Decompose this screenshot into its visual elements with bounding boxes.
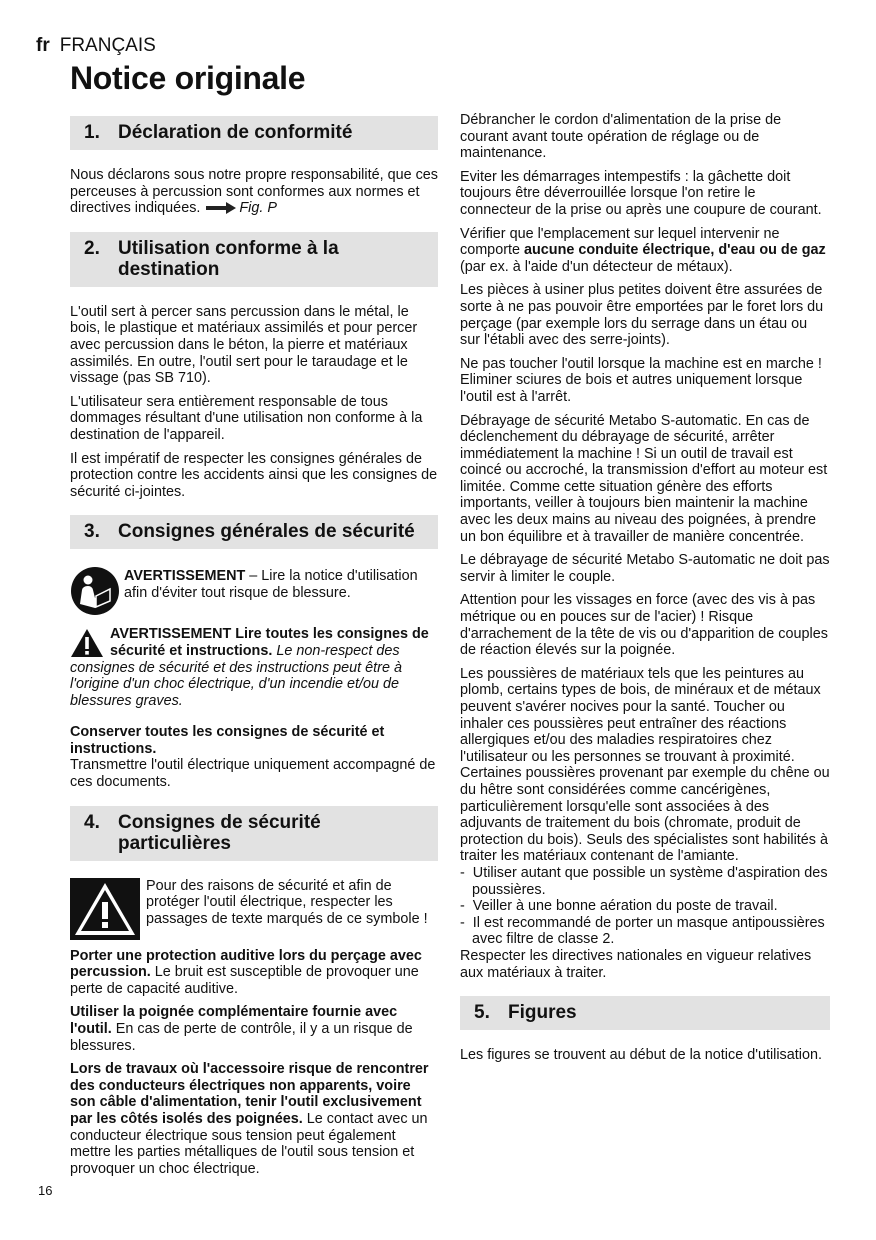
national-directives: Respecter les directives nationales en vigueur relatives aux matériaux à traiter.: [460, 947, 812, 981]
safety-warning-paragraph: AVERTISSEMENT Lire toutes les consignes de sécurité et instructions. Le non-respect des consignes de sécurité et des instructions peut être à l'origine d'un choc électrique, d'un incendie et/ou de blessures graves.: [70, 626, 429, 709]
section-5-heading: 5. Figures: [460, 996, 830, 1030]
section-2-p1: L'outil sert à percer sans percussion dans le métal, le bois, le plastique et matériaux assimilés et pour percer avec percussion dans le béton, la pierre et matériaux assimilés. En outre, l'outil sert pour le taraudage et le vissage (pas SB 710).: [70, 303, 418, 387]
dash-item: - Il est recommandé de porter un masque antipoussières avec filtre de classe 2.: [460, 914, 825, 948]
hidden-lines-check: Vérifier que l'emplacement sur lequel intervenir ne comporte aucune conduite électrique, d'eau ou de gaz (par ex. à l'aide d'un détecteur de métaux).: [460, 225, 826, 275]
unplug-instruction: Débrancher le cordon d'alimentation de la prise de courant avant toute opération de réglage ou de maintenance.: [460, 112, 782, 162]
auxiliary-handle: Utiliser la poignée complémentaire fournie avec l'outil. En cas de perte de contrôle, il y a un risque de blessures.: [70, 1004, 413, 1054]
language-code: fr: [36, 35, 50, 56]
safety-clutch: Débrayage de sécurité Metabo S-automatic. En cas de déclenchement du débrayage de sécurité, arrêter immédiatement la machine ! Si un outil de travail est coincé ou accroché, la transmission d'effort au moteur est limitée. Comme cette situation génère des efforts importants, veiller à toujours bien maintenir la machine avec les deux mains au niveau des poignées, à prendre un bon équilibre et à travailler de manière concentrée.: [460, 412, 828, 545]
fig-reference: Fig. P: [239, 200, 277, 217]
left-column: [70, 112, 438, 1184]
hearing-protection: Porter une protection auditive lors du perçage avec percussion. Le bruit est susceptible de provoquer une perte de capacité auditive.: [70, 947, 422, 997]
warning-triangle-icon: [70, 628, 104, 658]
dash-item: - Veiller à une bonne aération du poste de travail.: [460, 898, 778, 915]
section-5-text: Les figures se trouvent au début de la notice d'utilisation.: [460, 1047, 822, 1064]
section-2-heading: 2. Utilisation conforme à la destination: [70, 232, 438, 287]
section-4-heading: 4. Consignes de sécurité particulières: [70, 806, 438, 861]
dash-item: - Utiliser autant que possible un système d'aspiration des poussières.: [460, 864, 828, 898]
read-manual-icon: [70, 566, 120, 616]
hidden-conductors: Lors de travaux où l'accessoire risque de rencontrer des conducteurs électriques non apparents, voire son câble d'alimentation, tenir l'outil exclusivement par les côtés isolés des poignées. Le contact avec un conducteur électrique sous tension peut également mettre les parties métalliques de l'outil sous tension et provoquer un choc électrique.: [70, 1061, 429, 1177]
unintended-start: Eviter les démarrages intempestifs : la gâchette doit toujours être déverrouillée lorsque l'on retire le connecteur de la prise ou après une coupure de courant.: [460, 168, 822, 218]
forced-screwing: Attention pour les vissages en force (avec des vis à pas métrique ou en pouces sur de l'acier) ! Risque d'arrachement de la tête de vis ou d'apparition de couples de réaction élevés sur la poignée.: [460, 592, 828, 659]
page-number: 16: [38, 1183, 53, 1198]
language-name: FRANÇAIS: [59, 35, 156, 56]
right-column: [460, 112, 830, 1071]
page-title: Notice originale: [70, 60, 306, 96]
read-manual-warning: AVERTISSEMENT – Lire la notice d'utilisation afin d'éviter tout risque de blessure.: [70, 566, 438, 616]
section-1-text: Nous déclarons sous notre propre responsabilité, que ces perceuses à percussion sont conformes aux normes et directives indiquées. Fig. P: [70, 167, 438, 217]
warning-sign-icon: [70, 878, 140, 940]
symbol-warning: Pour des raisons de sécurité et afin de protéger l'outil électrique, respecter les passages de texte marqués de ce symbole !: [70, 878, 438, 940]
section-3-heading: 3. Consignes générales de sécurité: [70, 515, 438, 549]
dust-hazard: Les poussières de matériaux tels que les peintures au plomb, certains types de bois, de minéraux et de métaux peuvent s'avérer nocives pour la santé. Toucher ou inhaler ces poussières peut entraîner des réactions allergiques et/ou des maladies respiratoires chez l'utilisateur ou les personnes se trouvant à proximité. Certaines poussières provenant par exemple du chêne ou du hêtre sont considérées comme cancérigènes, particulièrement lorsqu'elle sont associées à des adjuvants de traitement du bois (chromate, produit de protection du bois). Seuls des spécialistes sont habilités à traiter les matériaux contenant de l'amiante.: [460, 665, 830, 865]
clutch-not-torque: Le débrayage de sécurité Metabo S-automatic ne doit pas servir à limiter le couple.: [460, 552, 830, 585]
secure-workpiece: Les pièces à usiner plus petites doivent être assurées de sorte à ne pas pouvoir être emportées par le foret lors du perçage (par exemple lors du serrage dans un étau ou sur l'établi avec des serre-joints).: [460, 282, 824, 349]
language-header: [36, 35, 156, 57]
section-2-p2: L'utilisateur sera entièrement responsable de tous dommages résultant d'une utilisation non conforme à la destination de l'appareil.: [70, 393, 423, 443]
arrow-right-icon: [206, 202, 236, 214]
section-2-p3: Il est impératif de respecter les consignes générales de protection contre les accidents ainsi que les consignes de sécurité ci-jointes.: [70, 450, 438, 500]
section-1-heading: 1. Déclaration de conformité: [70, 116, 438, 150]
keep-instructions: Conserver toutes les consignes de sécurité et instructions. Transmettre l'outil électrique uniquement accompagné de ces documents.: [70, 724, 436, 791]
do-not-touch: Ne pas toucher l'outil lorsque la machine est en marche ! Eliminer sciures de bois et autres uniquement lorsque l'outil est à l'arrêt.: [460, 355, 822, 405]
